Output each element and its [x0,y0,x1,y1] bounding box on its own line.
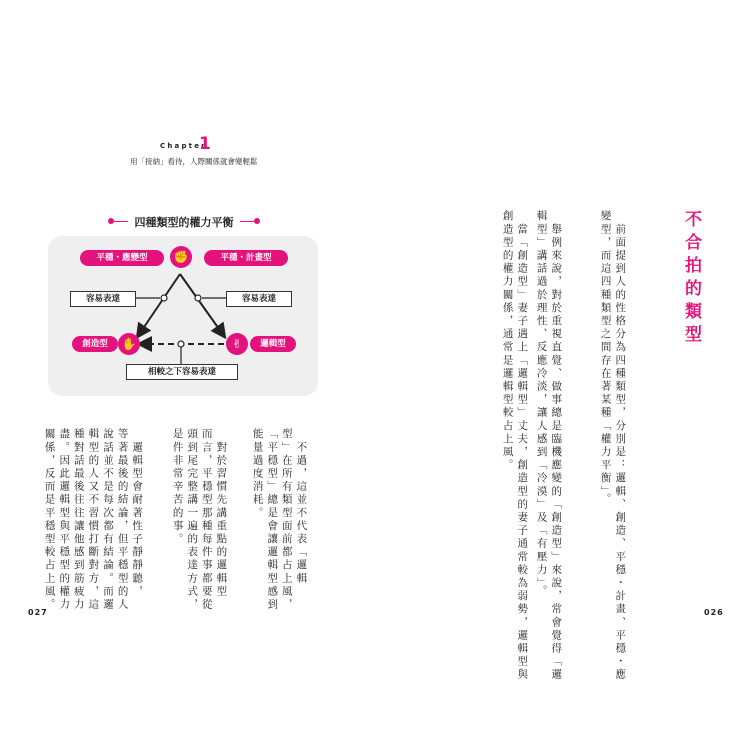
diagram-title [108,214,260,230]
right-paragraph-2: 舉例來說，對於重視直覺、做事總是臨機應變的「創造型」來說，常會覺得「邏 輯型」講話過於理性、反應冷淡，讓人感到「冷漠」及「有壓力」。 [535,210,563,682]
left-paragraph-3: 邏輯型會耐著性子靜靜聽， 等著最後的結論，但平穩型的人 說話並不是每次都有結論。而邏 輯型的人又不習慣打斷對方，這 種對話最後往往讓他感到筋疲力 盡。因此邏輯型與平穩型的權力 關係，反而是平穩型較占上風。 [43,428,144,612]
power-balance-diagram [48,236,318,396]
label-easy-to-express-right: 容易表達 [226,291,292,307]
left-paragraph-2: 對於習慣先講重點的邏輯型 而言，平穩型那種每件事都要從 頭到尾完整講一遍的表達方式， 是件非常辛苦的事。 [171,428,228,612]
chapter-header [160,134,280,158]
label-easy-to-express-left: 容易表達 [70,291,136,307]
right-paragraph-3: 當「創造型」妻子遇上「邏輯型」丈夫，創造型的妻子通常較為弱勢，邏輯型與 創造型的權力關係，通常是邏輯型較占上風。 [501,210,529,682]
type-pill-steady-adaptive: 平穩・應變型 [80,250,164,266]
open-hand-icon: ✋ [118,333,140,355]
chapter-number: 1 [199,134,211,154]
chapter-label: Chapter [160,142,207,150]
type-pill-steady-planning: 平穩・計畫型 [204,250,288,266]
diagram-title-text: 四種類型的權力平衡 [134,216,234,229]
fist-icon: ✊ [170,246,192,268]
victory-hand-icon: ✌ [226,333,248,355]
bullet-dot-icon [254,218,260,224]
left-paragraph-1: 不過，這並不代表「邏輯 型」在所有類型面前都占上風， 「平穩型」總是會讓邏輯型感到 能量過度消耗。 [251,428,308,612]
title-rule [240,221,254,222]
arrow-top-to-right [180,274,224,336]
type-pill-logical: 邏輯型 [250,336,296,352]
type-pill-creative: 創造型 [72,336,118,352]
arrow-top-to-left [138,274,180,336]
label-relatively-easy: 相較之下容易表達 [126,364,238,380]
page-number-left: 027 [28,608,48,617]
right-paragraph-1: 前面提到人的性格分為四種類型，分別是：邏輯、創造、平穩・計畫、平穩・應 變型，而這四種類型之間存在著某種「權力平衡」。 [599,210,627,682]
page-number-right: 026 [704,608,724,617]
section-heading: 不合拍的類型 [681,210,701,348]
title-rule [114,221,128,222]
chapter-subtitle: 用「接納」看待，人際關係就會變輕鬆 [130,157,258,166]
